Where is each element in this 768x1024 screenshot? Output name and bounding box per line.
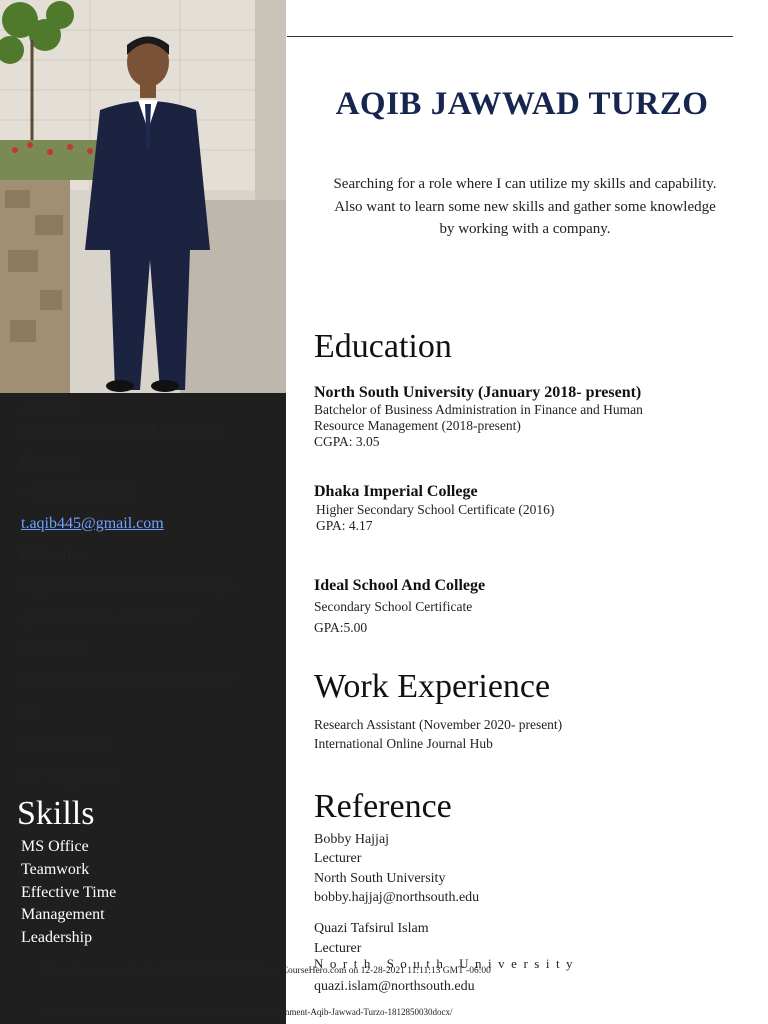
- linkedin-url-line2: -jawwad-turzo-1ba22a16b/: [21, 609, 195, 626]
- reference-org: North South University: [314, 871, 446, 886]
- reference-email: bobby.hajjaj@northsouth.edu: [314, 890, 480, 905]
- reference-org: North South University: [314, 956, 580, 971]
- skill-item: Leadership: [21, 929, 93, 946]
- linkedin-url-line1: https://www.linkedin.com/in/aqib: [21, 578, 236, 595]
- reference-name: Quazi Tafsirul Islam: [314, 921, 429, 936]
- address-value: 86/1,Naya Paltan ,Dhaka-1000: [21, 422, 219, 439]
- education-entry-line: GPA: 4.17: [316, 518, 373, 533]
- education-entry-title: Ideal School And College: [314, 577, 486, 594]
- work-line: International Online Journal Hub: [314, 736, 493, 751]
- skill-item: Management: [21, 906, 105, 923]
- address-label: Address:: [21, 400, 78, 417]
- source-url-watermark[interactable]: https://www.coursehero.com/file/100417856/BUS251-CVCL-Assignment-Aqib-Jawwad-Turzo-1812850030docx/: [40, 1007, 453, 1017]
- skill-item: Effective Time: [21, 884, 117, 901]
- facebook-label: Facebook:: [21, 640, 88, 657]
- education-entry-title: Dhaka Imperial College: [314, 483, 478, 500]
- education-entry-line: Secondary School Certificate: [314, 599, 473, 614]
- facebook-url-line2: zo/: [21, 703, 41, 720]
- skill-item: MS Office: [21, 838, 89, 855]
- phone-value: +8801521111851: [21, 484, 133, 501]
- linkedin-label: LinkedIn:: [21, 547, 85, 564]
- education-entry-line: Higher Secondary School Certificate (2016): [316, 502, 555, 517]
- education-entry-line: Resource Management (2018-present): [314, 418, 521, 433]
- profile-photo-illustration: [0, 0, 286, 393]
- skills-heading: Skills: [17, 795, 95, 832]
- education-heading: Education: [314, 328, 452, 365]
- facebook-url-line1: https://www.facebook.com/aq.tur: [21, 671, 235, 688]
- work-line: Research Assistant (November 2020- present): [314, 717, 563, 732]
- skill-item: Teamwork: [21, 861, 90, 878]
- dob-rest: May 1998: [44, 769, 115, 787]
- profile-photo: [0, 0, 286, 393]
- education-entry-line: GPA:5.00: [314, 620, 368, 635]
- reference-heading: Reference: [314, 788, 452, 825]
- education-entry-line: Batchelor of Business Administration in Finance and Human: [314, 402, 643, 417]
- reference-title: Lecturer: [314, 851, 362, 866]
- candidate-name: AQIB JAWWAD TURZO: [335, 86, 709, 122]
- download-watermark: This study source was downloaded by 100000812529540 from CourseHero.com on 12-28-2021 11:11:13 GMT -06:00: [40, 966, 491, 976]
- work-experience-heading: Work Experience: [314, 668, 551, 705]
- career-objective: Searching for a role where I can utilize my skills and capability. Also want to learn some new skills and gather some knowledge by working with a company.: [333, 176, 717, 237]
- dob-label: Date of Birth:: [21, 734, 110, 751]
- reference-title: Lecturer: [314, 941, 362, 956]
- education-entry-line: CGPA: 3.05: [314, 434, 380, 449]
- dob-suffix: th: [37, 768, 45, 779]
- email-link[interactable]: t.aqib445@gmail.com: [21, 515, 164, 532]
- dob-value: [21, 765, 114, 787]
- top-rule: [287, 36, 733, 37]
- education-entry-title: North South University (January 2018- present): [314, 384, 642, 401]
- contact-label: Contact:: [21, 453, 76, 470]
- reference-email: quazi.islam@northsouth.edu: [314, 979, 475, 994]
- dob-day: 26: [21, 769, 37, 787]
- reference-name: Bobby Hajjaj: [314, 832, 390, 847]
